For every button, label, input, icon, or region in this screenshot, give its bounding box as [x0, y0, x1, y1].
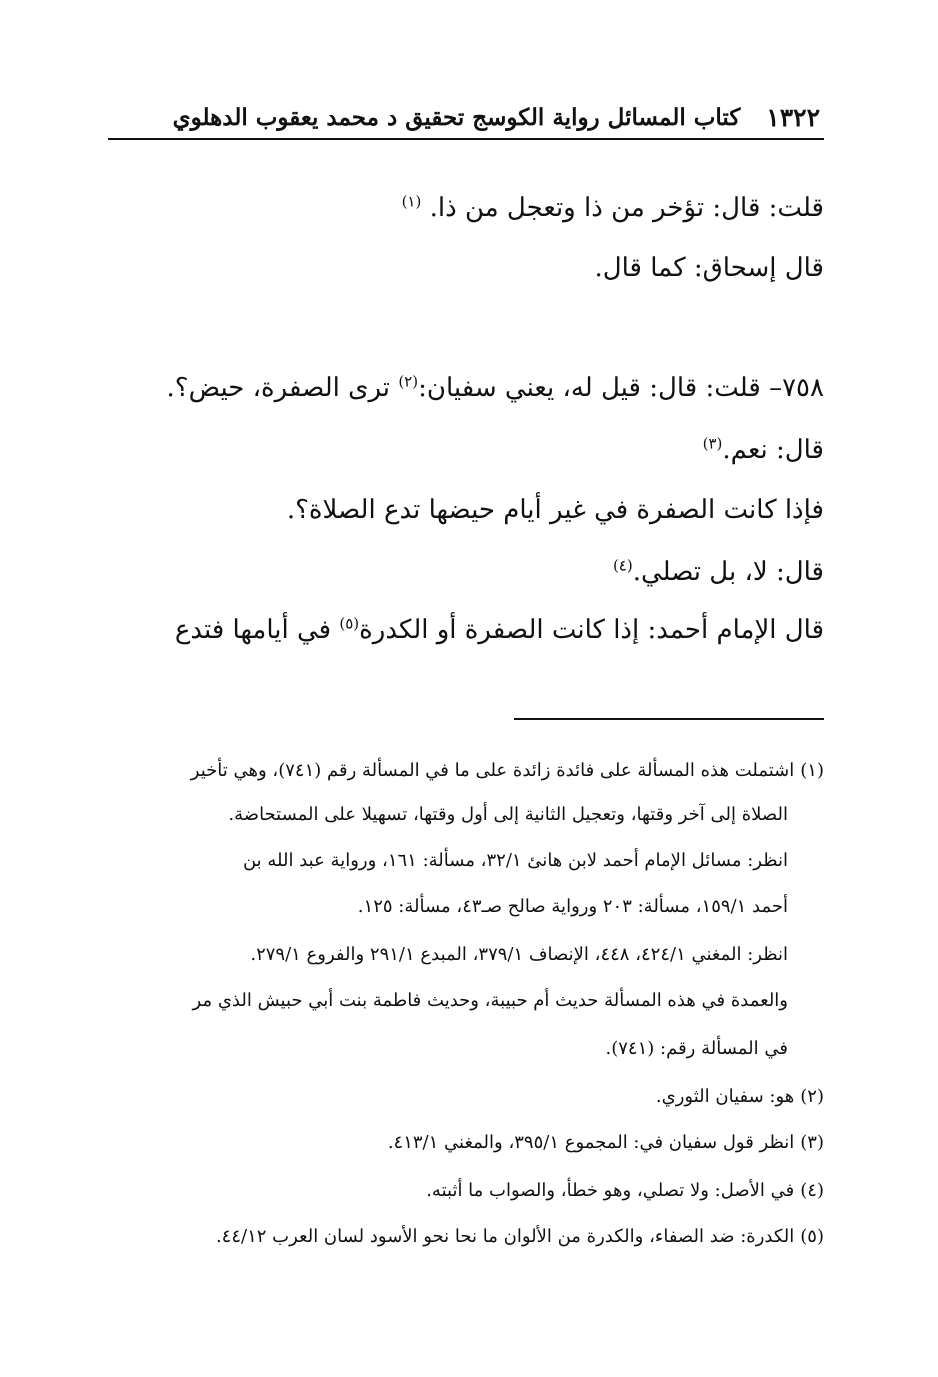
body-line-5: [108, 492, 900, 528]
footnote-ref-3[interactable]: (٣): [702, 434, 723, 453]
footnote-1-line-4: [108, 892, 824, 922]
book-title: كتاب المسائل رواية الكوسج تحقيق د محمد يعقوب الدهلوي: [172, 104, 741, 131]
footnote-1-line-7: [108, 1034, 824, 1064]
footnote-3: [108, 1128, 824, 1158]
body-line-2: [108, 250, 900, 286]
footnote-5-marker: (٥): [800, 1226, 824, 1247]
body-line-6-text: قال: لا، بل تصلي.: [632, 557, 824, 587]
footnote-5: [108, 1222, 824, 1252]
footnote-1-text-1: اشتملت هذه المسألة على فائدة زائدة على ما في المسألة رقم (٧٤١)، وهي تأخير: [190, 760, 795, 781]
body-line-2-text: قال إسحاق: كما قال.: [594, 253, 824, 283]
footnote-1-line-5: [108, 940, 824, 970]
body-line-4-text: قال: نعم.: [722, 435, 824, 465]
footnote-ref-1[interactable]: (١): [401, 192, 422, 211]
footnote-1-marker: (١): [800, 760, 824, 781]
body-line-5-text: فإذا كانت الصفرة في غير أيام حيضها تدع الصلاة؟.: [286, 495, 824, 525]
footnote-1-line-1: [108, 756, 824, 786]
body-line-1: [108, 190, 900, 226]
footnote-1-text-5: انظر: المغني ٤٢٤/١، ٤٤٨، الإنصاف ٣٧٩/١، المبدع ٢٩١/١ والفروع ٢٧٩/١.: [250, 944, 788, 965]
footnote-1-line-3: [108, 846, 824, 876]
footnote-ref-4[interactable]: (٤): [612, 556, 633, 575]
issue-number: ٧٥٨–: [769, 373, 824, 403]
footnote-3-marker: (٣): [800, 1132, 824, 1153]
footnote-2-marker: (٢): [800, 1086, 824, 1107]
page-number: ١٣٢٢: [766, 103, 820, 132]
footnote-1-text-3: انظر: مسائل الإمام أحمد لابن هانئ ٣٢/١، مسألة: ١٦١، ورواية عبد الله بن: [242, 850, 788, 871]
body-line-7: [108, 612, 900, 648]
body-line-3-text-a: قلت: قال: قيل له، يعني سفيان:: [418, 373, 761, 403]
footnote-1-text-4: أحمد ١٥٩/١، مسألة: ٢٠٣ ورواية صالح صـ٤٣، مسألة: ١٢٥.: [357, 896, 788, 917]
footnote-1-text-6: والعمدة في هذه المسألة حديث أم حبيبة، وحديث فاطمة بنت أبي حبيش الذي مر: [192, 990, 788, 1011]
body-line-7-text-b: في أيامها فتدع: [174, 615, 332, 645]
footnote-1-line-2: [108, 800, 824, 830]
footnote-5-text: الكدرة: ضد الصفاء، والكدرة من الألوان ما نحا نحو الأسود لسان العرب ٤٤/١٢.: [215, 1226, 795, 1247]
footnote-ref-2[interactable]: (٢): [398, 372, 419, 391]
running-header: [108, 96, 820, 136]
body-line-1-text: قلت: قال: تؤخر من ذا وتعجل من ذا.: [429, 193, 824, 223]
body-line-6: [108, 554, 900, 590]
footnote-1-text-2: الصلاة إلى آخر وقتها، وتعجيل الثانية إلى أول وقتها، تسهيلا على المستحاضة.: [228, 804, 788, 825]
footnote-1-line-6: [108, 986, 824, 1016]
footnote-separator: [514, 718, 824, 720]
footnote-ref-5[interactable]: (٥): [339, 614, 360, 633]
issue-758: [108, 370, 824, 406]
footnote-4: [108, 1176, 824, 1206]
footnote-2: [108, 1082, 824, 1112]
body-line-4: [108, 432, 900, 468]
footnote-4-marker: (٤): [800, 1180, 824, 1201]
body-line-7-text-a: قال الإمام أحمد: إذا كانت الصفرة أو الكدرة: [359, 615, 824, 645]
footnote-2-text: هو: سفيان الثوري.: [655, 1086, 795, 1107]
footnote-4-text: في الأصل: ولا تصلي، وهو خطأ، والصواب ما أثبته.: [426, 1180, 795, 1201]
footnote-1-text-7: في المسألة رقم: (٧٤١).: [605, 1038, 788, 1059]
body-line-3-text-b: ترى الصفرة، حيض؟.: [166, 373, 391, 403]
footnote-3-text: انظر قول سفيان في: المجموع ٣٩٥/١، والمغني ٤١٣/١.: [387, 1132, 795, 1153]
header-rule: [108, 138, 824, 140]
